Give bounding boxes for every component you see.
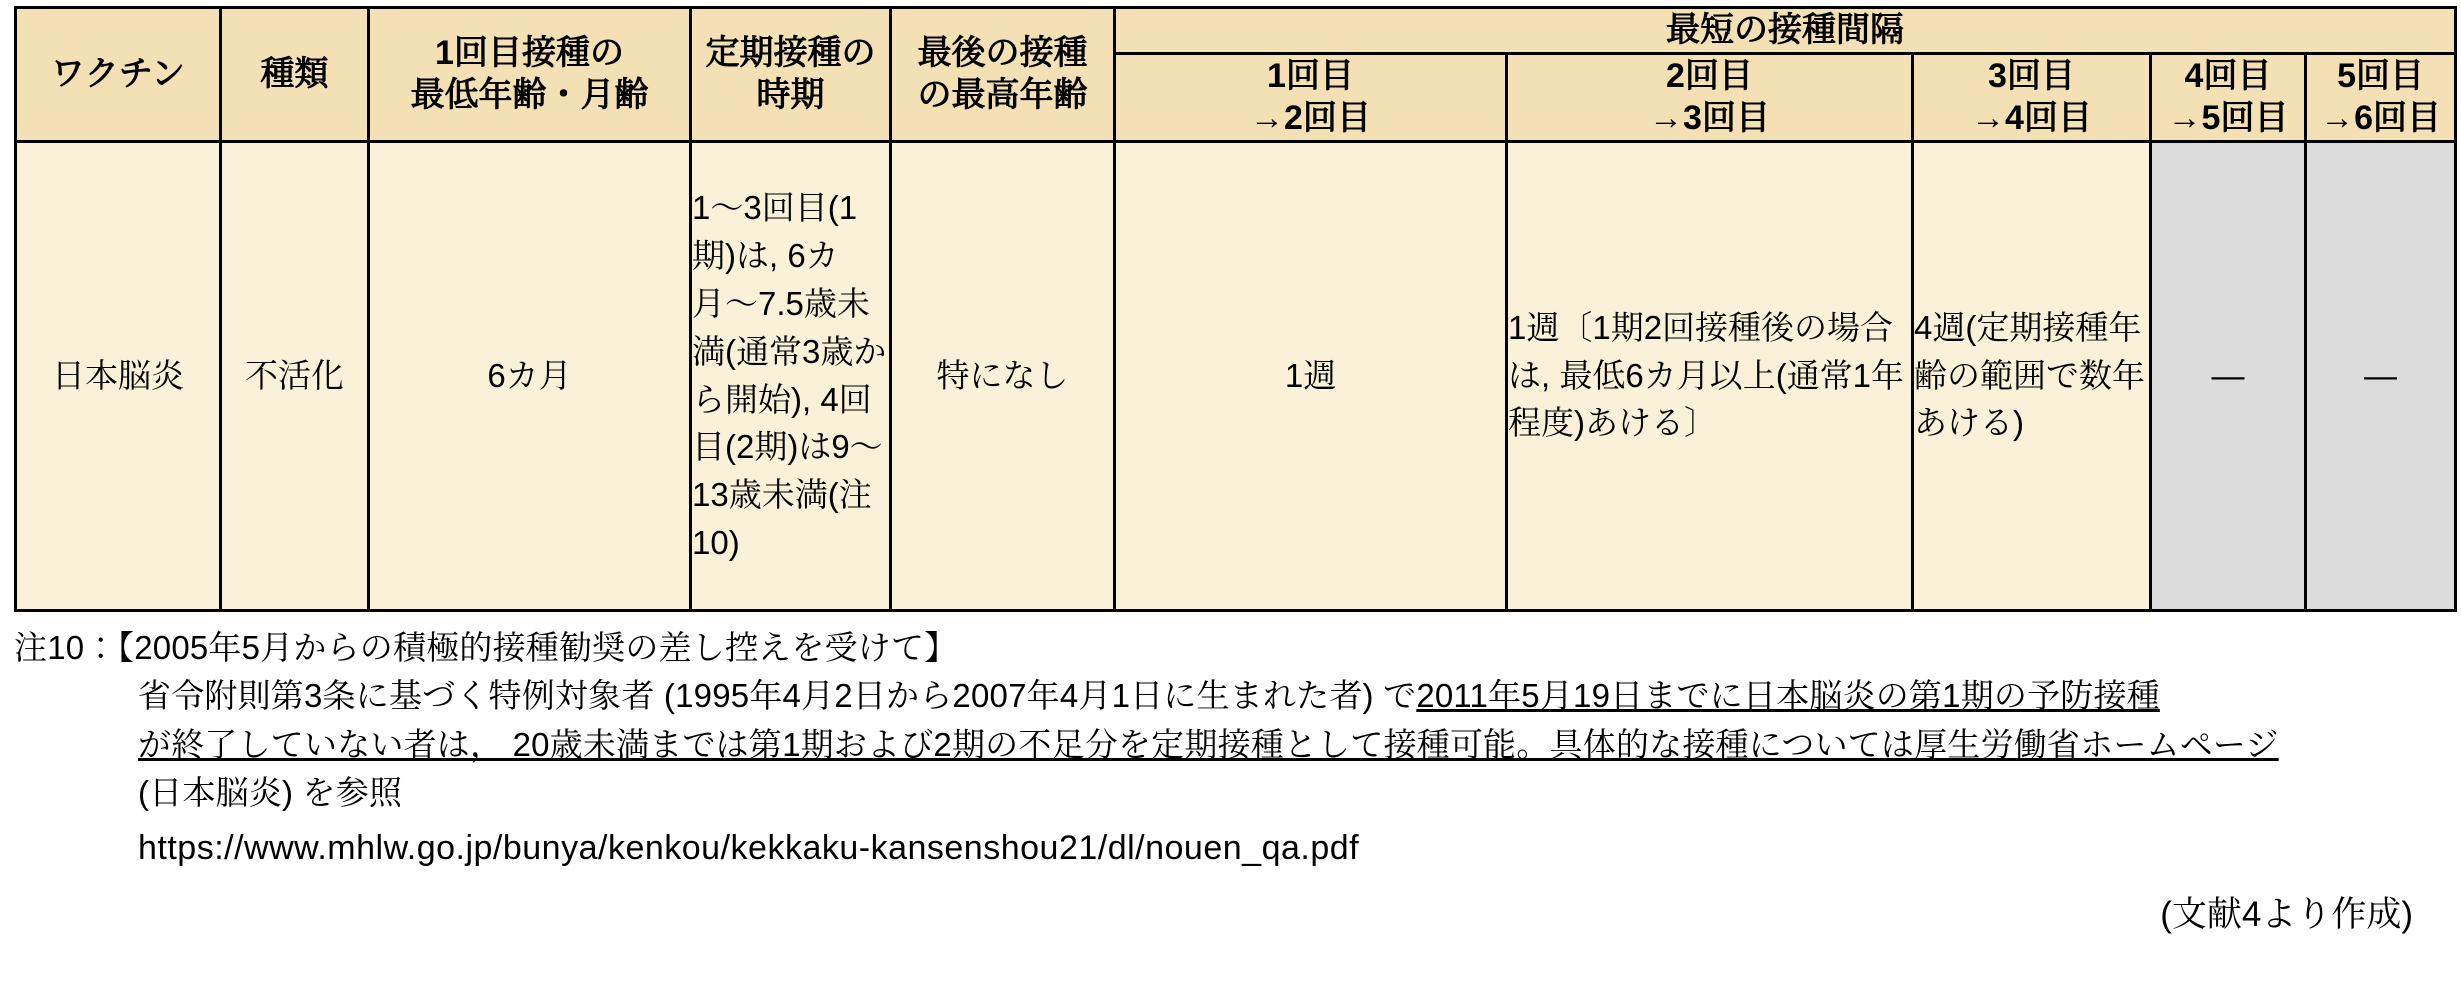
- header-max-age-last: [891, 8, 1115, 142]
- header-max-age-last-line1: 最後の接種: [917, 33, 1088, 72]
- footnote-url: https://www.mhlw.go.jp/bunya/kenkou/kekkaku-kansenshou21/dl/nouen_qa.pdf: [138, 828, 1360, 867]
- footnote-line-1-plain: 省令附則第3条に基づく特例対象者 (1995年4月2日から2007年4月1日に生まれた者) で: [138, 677, 1417, 714]
- header-interval-5-6: [2306, 53, 2456, 141]
- header-routine-period-line1: 定期接種の: [705, 33, 876, 72]
- footnote-title-line: [14, 624, 2447, 673]
- footnotes: [14, 624, 2447, 874]
- cell-interval-3-4: 4週(定期接種年齢の範囲で数年あける): [1913, 141, 2151, 610]
- header-min-age-first-line2: 最低年齢・月齢: [410, 76, 649, 115]
- header-interval-2-3-line1: 2回目: [1666, 56, 1753, 95]
- header-routine-period-line2: 時期: [756, 76, 825, 115]
- footnote-line-3: (日本脳炎) を参照: [138, 774, 403, 811]
- table-header-row-1: [16, 8, 2456, 54]
- header-interval-1-2: [1115, 53, 1507, 141]
- vaccine-schedule-table: [14, 6, 2457, 612]
- header-interval-4-5: [2151, 53, 2306, 141]
- header-min-age-first: [369, 8, 691, 142]
- cell-interval-4-5: —: [2151, 141, 2306, 610]
- cell-max-age-last: 特になし: [891, 141, 1115, 610]
- header-min-age-first-line1: 1回目接種の: [435, 33, 624, 72]
- cell-interval-5-6: —: [2306, 141, 2456, 610]
- header-interval-1-2-line2: →2回目: [1250, 99, 1371, 137]
- header-interval-4-5-line2: →5回目: [2167, 99, 2289, 137]
- header-interval-4-5-line1: 4回目: [2184, 56, 2272, 95]
- header-type: 種類: [221, 8, 369, 142]
- header-vaccine: ワクチン: [16, 8, 221, 142]
- footnote-line-1-underlined: 2011年5月19日までに日本脳炎の第1期の予防接種: [1416, 677, 2160, 714]
- cell-interval-1-2: 1週: [1115, 141, 1507, 610]
- header-interval-3-4: [1913, 53, 2151, 141]
- cell-routine-period: 1〜3回目(1期)は, 6カ月〜7.5歳未満(通常3歳から開始), 4回目(2期)は9〜13歳未満(注10): [691, 141, 891, 610]
- footnote-line-1: [14, 672, 2447, 721]
- table-row: [16, 141, 2456, 610]
- source-credit: (文献4より作成): [2160, 895, 2413, 935]
- footnote-label: 注10：: [14, 628, 118, 666]
- header-interval-2-3: [1507, 53, 1913, 141]
- cell-min-age-first: 6カ月: [369, 141, 691, 610]
- cell-interval-2-3: 1週〔1期2回接種後の場合は, 最低6カ月以上(通常1年程度)あける〕: [1507, 141, 1913, 610]
- header-interval-5-6-line1: 5回目: [2337, 56, 2424, 95]
- header-interval-3-4-line1: 3回目: [1988, 56, 2075, 95]
- header-interval-group: 最短の接種間隔: [1115, 8, 2456, 54]
- footnote-title: 【2005年5月からの積極的接種勧奨の差し控えを受けて】: [117, 628, 958, 666]
- header-routine-period: [691, 8, 891, 142]
- header-interval-2-3-line2: →3回目: [1649, 99, 1770, 137]
- header-interval-3-4-line2: →4回目: [1971, 99, 2092, 137]
- header-max-age-last-line2: の最高年齢: [917, 76, 1088, 115]
- header-interval-5-6-line2: →6回目: [2320, 99, 2441, 137]
- header-interval-1-2-line1: 1回目: [1267, 56, 1354, 95]
- footnote-line-2: が終了していない者は， 20歳未満までは第1期および2期の不足分を定期接種として接種可能。具体的な接種については厚生労働省ホームページ: [138, 725, 2279, 763]
- cell-vaccine: 日本脳炎: [16, 141, 221, 610]
- cell-type: 不活化: [221, 141, 369, 610]
